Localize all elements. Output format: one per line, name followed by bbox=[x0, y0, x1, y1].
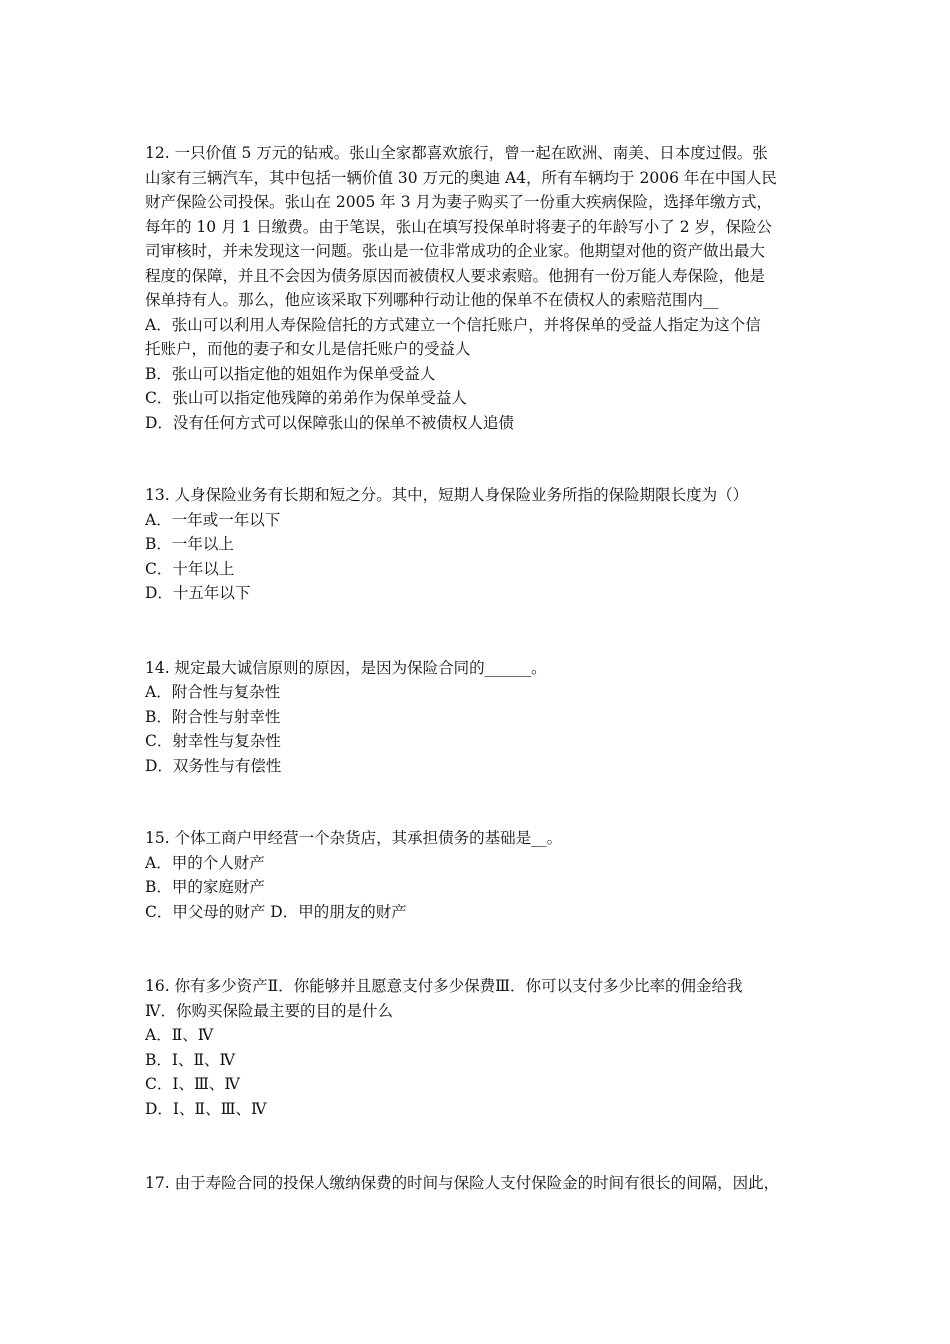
question-12-option-b: B．张山可以指定他的姐姐作为保单受益人 bbox=[145, 364, 436, 383]
question-12-option-d: D．没有任何方式可以保障张山的保单不被债权人追债 bbox=[145, 413, 514, 432]
question-12-option-a-line-2: 托账户，而他的妻子和女儿是信托账户的受益人 bbox=[145, 340, 471, 358]
question-13-option-b: B．一年以上 bbox=[145, 535, 234, 553]
question-14-stem: 14. 规定最大诚信原则的原因，是因为保险合同的______。 bbox=[145, 658, 547, 677]
question-16-option-a: A．Ⅱ、Ⅳ bbox=[145, 1026, 214, 1044]
question-14 bbox=[145, 656, 825, 779]
question-12-option-c: C．张山可以指定他残障的弟弟作为保单受益人 bbox=[145, 389, 467, 407]
question-12-stem-line-1: 12. 一只价值 5 万元的钻戒。张山全家都喜欢旅行，曾一起在欧洲、南美、日本度过假。张 bbox=[145, 144, 768, 162]
document-page bbox=[145, 141, 825, 1246]
question-13 bbox=[145, 483, 825, 606]
question-16 bbox=[145, 974, 825, 1121]
question-13-option-a: A．一年或一年以下 bbox=[145, 510, 281, 529]
question-16-stem-line-2: Ⅳ．你购买保险最主要的目的是什么 bbox=[145, 1001, 393, 1020]
question-12-stem-line-2: 山家有三辆汽车，其中包括一辆价值 30 万元的奥迪 A4，所有车辆均于 2006 年在中国人民 bbox=[145, 168, 777, 187]
question-12 bbox=[145, 141, 825, 435]
question-12-stem-line-5: 司审核时，并未发现这一问题。张山是一位非常成功的企业家。他期望对他的资产做出最大 bbox=[145, 242, 766, 260]
question-16-option-c: C．Ⅰ、Ⅲ、Ⅳ bbox=[145, 1075, 240, 1093]
question-16-stem-line-1: 16. 你有多少资产Ⅱ．你能够并且愿意支付多少保费Ⅲ．你可以支付多少比率的佣金给我 bbox=[145, 977, 743, 995]
question-13-stem: 13. 人身保险业务有长期和短之分。其中，短期人身保险业务所指的保险期限长度为（） bbox=[145, 486, 749, 504]
question-16-option-d: D．Ⅰ、Ⅱ、Ⅲ、Ⅳ bbox=[145, 1099, 267, 1118]
question-14-option-b: B．附合性与射幸性 bbox=[145, 707, 281, 726]
question-15-stem: 15. 个体工商户甲经营一个杂货店，其承担债务的基础是__。 bbox=[145, 829, 563, 847]
question-15-option-c-d: C．甲父母的财产 D．甲的朋友的财产 bbox=[145, 902, 407, 921]
question-12-stem-line-7: 保单持有人。那么，他应该采取下列哪种行动让他的保单不在债权人的索赔范围内__ bbox=[145, 291, 719, 309]
question-12-option-a-line-1: A．张山可以利用人寿保险信托的方式建立一个信托账户，并将保单的受益人指定为这个信 bbox=[145, 315, 761, 334]
question-14-option-a: A．附合性与复杂性 bbox=[145, 683, 281, 701]
question-15-option-b: B．甲的家庭财产 bbox=[145, 878, 265, 896]
question-13-option-d: D．十五年以下 bbox=[145, 584, 251, 602]
question-14-option-c: C．射幸性与复杂性 bbox=[145, 732, 281, 750]
question-16-option-b: B．Ⅰ、Ⅱ、Ⅳ bbox=[145, 1050, 236, 1069]
question-14-option-d: D．双务性与有偿性 bbox=[145, 756, 282, 775]
question-15 bbox=[145, 826, 825, 924]
question-13-option-c: C．十年以上 bbox=[145, 559, 235, 578]
question-17 bbox=[145, 1171, 825, 1196]
question-17-stem-line-1: 17. 由于寿险合同的投保人缴纳保费的时间与保险人支付保险金的时间有很长的间隔，因此， bbox=[145, 1174, 780, 1192]
question-15-option-a: A．甲的个人财产 bbox=[145, 853, 265, 872]
question-12-stem-line-3: 财产保险公司投保。张山在 2005 年 3 月为妻子购买了一份重大疾病保险，选择年缴方式， bbox=[145, 193, 773, 211]
question-12-stem-line-6: 程度的保障，并且不会因为债务原因而被债权人要求索赔。他拥有一份万能人寿保险，他是 bbox=[145, 266, 766, 285]
question-12-stem-line-4: 每年的 10 月 1 日缴费。由于笔误，张山在填写投保单时将妻子的年龄写小了 2 岁，保险公 bbox=[145, 217, 773, 236]
